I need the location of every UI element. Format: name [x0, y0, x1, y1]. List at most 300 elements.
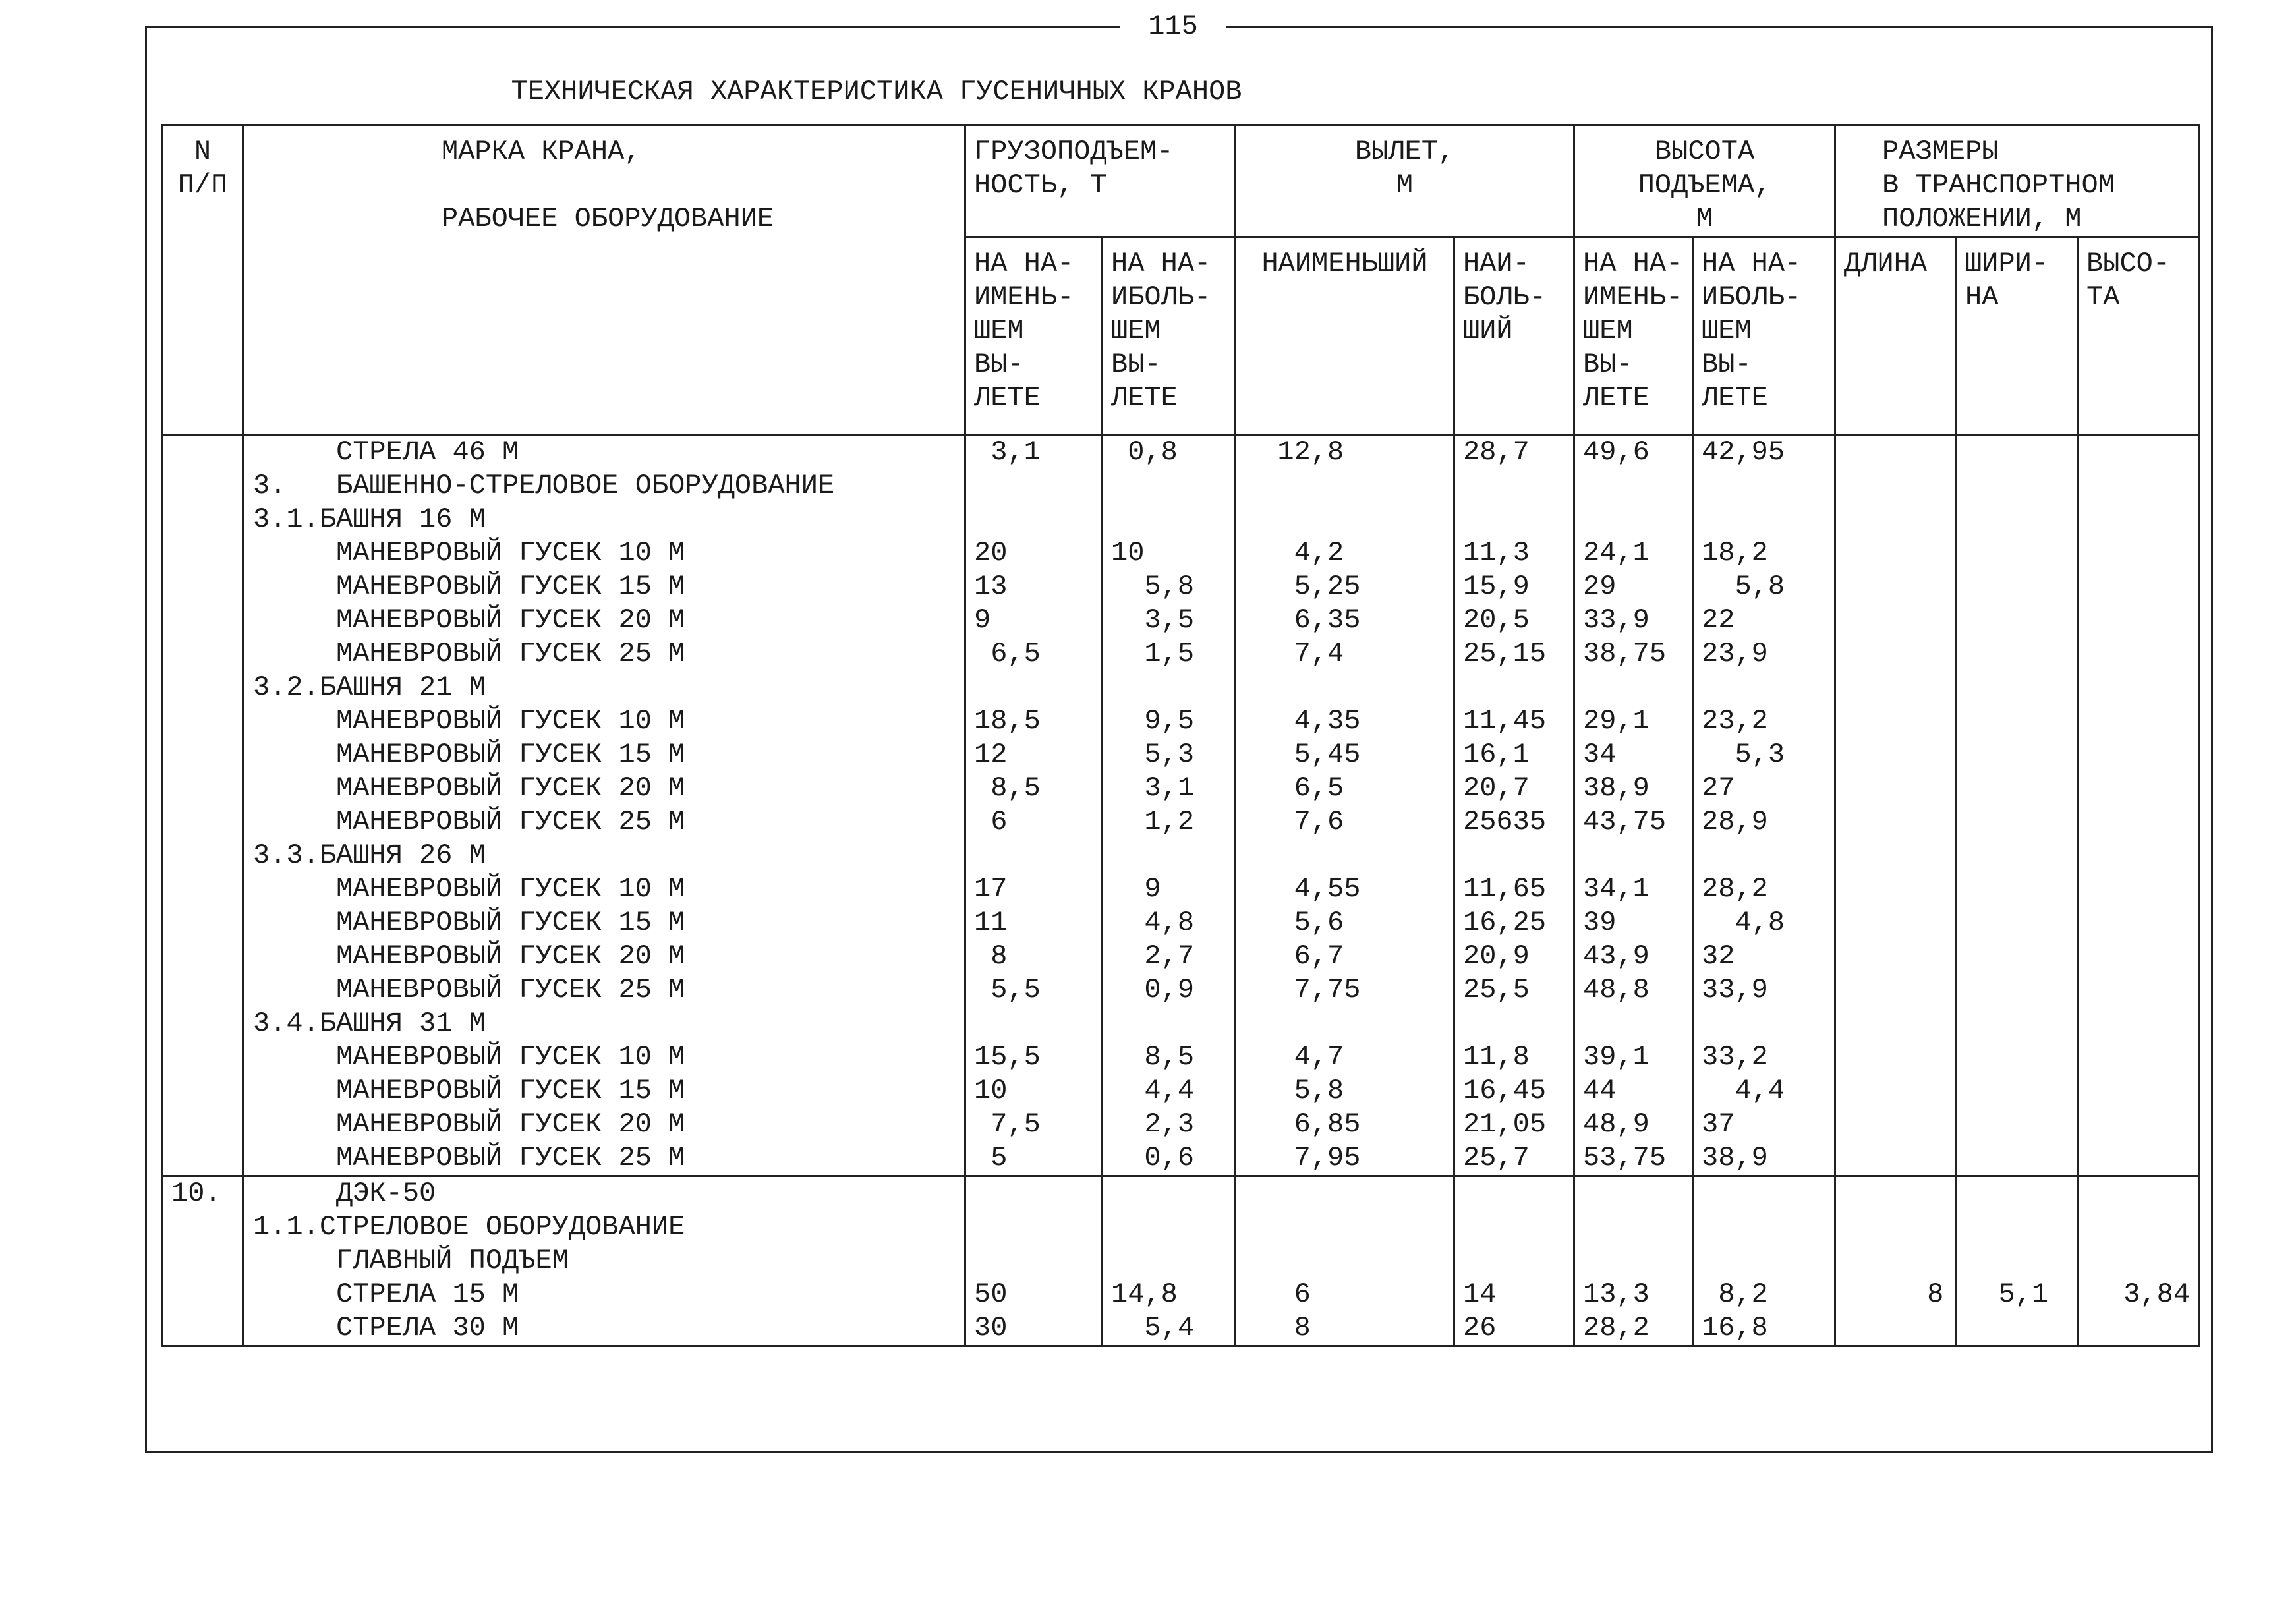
- col-cap-max: [1103, 1176, 1236, 1346]
- cell-value: 20,5: [1463, 604, 1530, 636]
- cell-value: 4,7: [1244, 1041, 1344, 1073]
- cell-value: [2086, 1311, 2190, 1345]
- cell-value: [2086, 637, 2190, 671]
- cell-value: [2086, 772, 2190, 805]
- item-label: МАНЕВРОВЫЙ ГУСЕК 15 М: [253, 907, 685, 938]
- cell-value: [1111, 839, 1226, 873]
- header-line: ШИРИ-: [1965, 248, 2049, 279]
- cell-value: [1965, 1007, 2069, 1041]
- cell-value: 39: [1583, 907, 1617, 938]
- cell-value: 38,9: [1702, 1142, 1768, 1174]
- item-label: МАНЕВРОВЫЙ ГУСЕК 10 М: [253, 537, 685, 569]
- cell-value: 23,9: [1702, 638, 1768, 670]
- cell-value: [2086, 973, 2190, 1007]
- cell-value: 34: [1583, 739, 1617, 770]
- section-1-row: [163, 435, 2199, 1176]
- cell-value: [1965, 436, 2069, 469]
- cell-value: 5,6: [1244, 907, 1344, 938]
- cell-value: [2086, 1074, 2190, 1108]
- header-line: ЛЕТЕ: [1111, 382, 1178, 414]
- col-item: [243, 1176, 965, 1346]
- col-reach-min: [1236, 1176, 1454, 1346]
- header-line: РАЗМЕРЫ: [1882, 136, 1999, 167]
- item-label: СТРЕЛА 30 М: [253, 1312, 519, 1344]
- cell-value: [1463, 503, 1565, 536]
- cell-value: [2086, 1108, 2190, 1141]
- header-cap-max: [1103, 237, 1236, 435]
- cell-value: 44: [1583, 1075, 1617, 1106]
- cell-value: 0,8: [1111, 436, 1178, 468]
- cell-value: [1844, 704, 1947, 738]
- cell-value: [1844, 906, 1947, 940]
- cell-value: [1844, 1041, 1947, 1074]
- cell-value: [1583, 839, 1684, 873]
- cell-value: [1702, 671, 1826, 704]
- cell-value: [2086, 906, 2190, 940]
- cell-value: [1965, 1074, 2069, 1108]
- cell-value: [1844, 1007, 1947, 1041]
- header-line: ИМЕНЬ-: [974, 281, 1074, 313]
- cell-value: [1844, 436, 1947, 469]
- cell-value: [1111, 671, 1226, 704]
- cell-value: 5,45: [1244, 739, 1361, 770]
- cell-value: [974, 469, 1093, 503]
- header-width: [1957, 237, 2078, 435]
- cell-value: [1844, 637, 1947, 671]
- cell-value: 34,1: [1583, 873, 1650, 905]
- header-line: НА НА-: [1583, 248, 1683, 279]
- cell-value: 16,1: [1463, 739, 1530, 770]
- cell-value: 1,2: [1111, 806, 1195, 838]
- cell-value: [1965, 1108, 2069, 1141]
- cell-value: 3,5: [1111, 604, 1195, 636]
- cell-value: 39,1: [1583, 1041, 1650, 1073]
- header-line: [442, 169, 956, 202]
- item-label: МАНЕВРОВЫЙ ГУСЕК 25 М: [253, 638, 685, 670]
- cell-value: [2086, 738, 2190, 772]
- cell-value: 7,4: [1244, 638, 1344, 670]
- cell-value: [974, 1177, 1093, 1211]
- cell-value: [1965, 940, 2069, 973]
- header-line: М: [1396, 169, 1414, 201]
- cell-value: [1965, 1211, 2069, 1244]
- cell-value: 4,4: [1702, 1075, 1785, 1106]
- cell-value: [974, 671, 1093, 704]
- cell-value: 7,6: [1244, 806, 1344, 838]
- cell-value: [1111, 1177, 1226, 1211]
- cell-value: 48,8: [1583, 974, 1650, 1006]
- cell-value: [1844, 839, 1947, 873]
- cell-value: [1965, 637, 2069, 671]
- cell-value: [2086, 671, 2190, 704]
- cell-value: 0,6: [1111, 1142, 1195, 1174]
- cell-value: [974, 503, 1093, 536]
- cell-value: [1702, 503, 1826, 536]
- header-line: ГРУЗОПОДЪЕМ-: [974, 136, 1174, 167]
- cell-value: [1244, 671, 1445, 704]
- cell-value: [1965, 503, 2069, 536]
- cell-value: [1844, 940, 1947, 973]
- cell-value: 11,3: [1463, 537, 1530, 569]
- cell-value: 25,7: [1463, 1142, 1530, 1174]
- cell-value: [1583, 1211, 1684, 1244]
- cell-value: 49,6: [1583, 436, 1650, 468]
- header-line: ЛЕТЕ: [974, 382, 1041, 414]
- cell-value: [1702, 1007, 1826, 1041]
- cell-value: 25,5: [1463, 974, 1530, 1006]
- cell-value: [2086, 536, 2190, 570]
- cell-value: [2086, 704, 2190, 738]
- cell-value: [1844, 1177, 1947, 1211]
- col-cap-min: [965, 435, 1103, 1176]
- cell-value: [2086, 1177, 2190, 1211]
- header-h-max: [1693, 237, 1835, 435]
- cell-value: [1463, 1211, 1565, 1244]
- cell-value: 4,55: [1244, 873, 1361, 905]
- cell-value: 8,5: [974, 772, 1041, 804]
- cell-value: [1583, 1244, 1684, 1278]
- cell-value: 21,05: [1463, 1108, 1547, 1140]
- header-line: ВЫЛЕТ,: [1354, 136, 1455, 167]
- cell-value: 33,9: [1702, 974, 1768, 1006]
- cell-value: 28,2: [1583, 1312, 1650, 1344]
- col-reach-max: [1454, 1176, 1574, 1346]
- cell-value: [2086, 839, 2190, 873]
- cell-value: [2086, 940, 2190, 973]
- cell-value: [1965, 973, 2069, 1007]
- item-label: СТРЕЛА 46 М: [253, 436, 519, 468]
- header-capacity: [965, 125, 1236, 237]
- header-dims: [1835, 125, 2199, 237]
- header-line: ВЫ-: [974, 349, 1024, 380]
- cell-value: 20,9: [1463, 940, 1530, 972]
- section-2-row: [163, 1176, 2199, 1346]
- header-line: ТА: [2086, 281, 2120, 313]
- cell-value: 11,45: [1463, 705, 1547, 737]
- cell-value: 14,8: [1111, 1278, 1178, 1310]
- col-h-min: [1574, 435, 1693, 1176]
- cell-value: 28,9: [1702, 806, 1768, 838]
- cell-value: 5,5: [974, 974, 1041, 1006]
- col-width: [1957, 435, 2078, 1176]
- header-row-1: [163, 125, 2199, 237]
- header-line: ВЫ-: [1583, 349, 1633, 380]
- cell-value: 9: [974, 604, 991, 636]
- cell-value: 7,95: [1244, 1142, 1361, 1174]
- cell-value: [2086, 503, 2190, 536]
- header-line: ШИЙ: [1463, 315, 1513, 347]
- cell-value: [1965, 1177, 2069, 1211]
- cell-value: [1244, 1211, 1445, 1244]
- cell-value: [1965, 1141, 2069, 1175]
- cell-value: 10: [974, 1075, 1008, 1106]
- cell-value: 6: [1244, 1278, 1311, 1310]
- cell-value: 10: [1111, 537, 1145, 569]
- col-length: [1835, 435, 1957, 1176]
- cell-value: [1111, 469, 1226, 503]
- cell-value: 16,8: [1702, 1312, 1768, 1344]
- cell-value: 5: [974, 1142, 1008, 1174]
- cell-value: 48,9: [1583, 1108, 1650, 1140]
- header-line: МАРКА КРАНА,: [442, 136, 641, 167]
- cell-value: [1965, 805, 2069, 839]
- header-line: ЛЕТЕ: [1702, 382, 1768, 414]
- cell-value: [2086, 1141, 2190, 1175]
- cell-value: [974, 839, 1093, 873]
- item-label: ГЛАВНЫЙ ПОДЪЕМ: [253, 1245, 569, 1276]
- cell-value: [1844, 604, 1947, 637]
- header-line: ШЕМ: [974, 315, 1024, 347]
- cell-value: 5,1: [1965, 1278, 2049, 1310]
- header-reach-min: [1236, 237, 1454, 435]
- cell-value: [1965, 704, 2069, 738]
- cell-value: 28,2: [1702, 873, 1768, 905]
- col-reach-min: [1236, 435, 1454, 1176]
- cell-value: 16,45: [1463, 1075, 1547, 1106]
- cell-value: 11,65: [1463, 873, 1547, 905]
- cell-value: [1844, 1108, 1947, 1141]
- col-h-max: [1693, 435, 1835, 1176]
- cell-value: 43,9: [1583, 940, 1650, 972]
- cell-value: [1965, 469, 2069, 503]
- cell-value: [1844, 1311, 1947, 1345]
- cell-value: 27: [1702, 772, 1735, 804]
- cell-value: [1111, 1211, 1226, 1244]
- cell-value: 17: [974, 873, 1008, 905]
- cell-value: 33,2: [1702, 1041, 1768, 1073]
- cell-value: [1244, 503, 1445, 536]
- cell-value: 12,8: [1244, 436, 1344, 468]
- cell-value: 11,8: [1463, 1041, 1530, 1073]
- cell-value: [974, 1007, 1093, 1041]
- cell-value: [1463, 671, 1565, 704]
- section-number: [163, 435, 243, 1176]
- cell-value: [1844, 671, 1947, 704]
- col-tall: [2078, 1176, 2199, 1346]
- header-length: [1835, 237, 1957, 435]
- header-num: [163, 125, 243, 435]
- item-label: МАНЕВРОВЫЙ ГУСЕК 15 М: [253, 1075, 685, 1106]
- header-line: НОСТЬ, Т: [974, 169, 1107, 201]
- header-line: НА НА-: [1702, 248, 1802, 279]
- cell-value: 6,7: [1244, 940, 1344, 972]
- cell-value: [2086, 436, 2190, 469]
- cell-value: [1844, 503, 1947, 536]
- cell-value: [1965, 1311, 2069, 1345]
- cell-value: 33,9: [1583, 604, 1650, 636]
- cell-value: 15,5: [974, 1041, 1041, 1073]
- item-label: МАНЕВРОВЫЙ ГУСЕК 25 М: [253, 1142, 685, 1174]
- cell-value: 20,7: [1463, 772, 1530, 804]
- item-label: МАНЕВРОВЫЙ ГУСЕК 15 М: [253, 739, 685, 770]
- page-number: 115: [1120, 9, 1226, 43]
- cell-value: [1844, 805, 1947, 839]
- cell-value: 9: [1111, 873, 1161, 905]
- header-line: ИБОЛЬ-: [1111, 281, 1211, 313]
- cell-value: [1844, 570, 1947, 604]
- cell-value: 13: [974, 571, 1008, 602]
- col-length: [1835, 1176, 1957, 1346]
- header-line: ШЕМ: [1111, 315, 1161, 347]
- cell-value: 7,75: [1244, 974, 1361, 1006]
- cell-value: [1111, 503, 1226, 536]
- cell-value: [1463, 839, 1565, 873]
- header-line: НА НА-: [974, 248, 1074, 279]
- cell-value: 5,3: [1111, 739, 1195, 770]
- header-brand: [243, 125, 965, 435]
- cell-value: 28,7: [1463, 436, 1530, 468]
- cell-value: [1844, 738, 1947, 772]
- cell-value: 26: [1463, 1312, 1497, 1344]
- header-line: М: [1696, 203, 1713, 235]
- cell-value: [1244, 1177, 1445, 1211]
- cell-value: [1583, 1177, 1684, 1211]
- item-label: ДЭК-50: [253, 1178, 436, 1209]
- cell-value: 38,75: [1583, 638, 1667, 670]
- cell-value: 8,5: [1111, 1041, 1195, 1073]
- item-label: МАНЕВРОВЫЙ ГУСЕК 10 М: [253, 1041, 685, 1073]
- header-line: ПОДЪЕМА,: [1638, 169, 1771, 201]
- cell-value: 29,1: [1583, 705, 1650, 737]
- item-label: 3.4.БАШНЯ 31 М: [253, 1008, 486, 1039]
- cell-value: 8: [974, 940, 1008, 972]
- table-title: ТЕХНИЧЕСКАЯ ХАРАКТЕРИСТИКА ГУСЕНИЧНЫХ КРАНОВ: [511, 76, 1242, 107]
- cell-value: [1965, 671, 2069, 704]
- cell-value: [1965, 873, 2069, 906]
- cell-value: 8: [1244, 1312, 1311, 1344]
- item-label: МАНЕВРОВЫЙ ГУСЕК 25 М: [253, 974, 685, 1006]
- header-line: НАИМЕНЬШИЙ: [1261, 248, 1428, 279]
- cell-value: [2086, 1211, 2190, 1244]
- cell-value: [974, 1244, 1093, 1278]
- cell-value: [1244, 839, 1445, 873]
- cell-value: 8,2: [1702, 1278, 1768, 1310]
- header-line: ВЫ-: [1111, 349, 1161, 380]
- cell-value: 4,2: [1244, 537, 1344, 569]
- cell-value: [1844, 469, 1947, 503]
- header-line: ШЕМ: [1702, 315, 1752, 347]
- cell-value: 4,4: [1111, 1075, 1195, 1106]
- cell-value: [1244, 1007, 1445, 1041]
- section-number: 10.: [163, 1176, 243, 1346]
- cell-value: [2086, 873, 2190, 906]
- cell-value: 18,5: [974, 705, 1041, 737]
- header-line: РАБОЧЕЕ ОБОРУДОВАНИЕ: [442, 203, 774, 235]
- cell-value: 6,5: [974, 638, 1041, 670]
- cell-value: [1965, 839, 2069, 873]
- cell-value: 13,3: [1583, 1278, 1650, 1310]
- cell-value: [1965, 772, 2069, 805]
- cell-value: [2086, 570, 2190, 604]
- cell-value: [1844, 1211, 1947, 1244]
- cell-value: 6: [974, 806, 1008, 838]
- cell-value: [1965, 906, 2069, 940]
- cell-value: [1965, 1041, 2069, 1074]
- header-line: ИБОЛЬ-: [1702, 281, 1802, 313]
- cell-value: 4,35: [1244, 705, 1361, 737]
- cell-value: [1244, 469, 1445, 503]
- header-line: ВЫСО-: [2086, 248, 2170, 279]
- header-line: НА: [1965, 281, 1999, 313]
- cell-value: [1583, 671, 1684, 704]
- cell-value: [1965, 570, 2069, 604]
- item-label: 3.1.БАШНЯ 16 М: [253, 503, 486, 535]
- cell-value: [1702, 1177, 1826, 1211]
- cell-value: [2086, 805, 2190, 839]
- cell-value: 15,9: [1463, 571, 1530, 602]
- cell-value: 53,75: [1583, 1142, 1667, 1174]
- col-reach-max: [1454, 435, 1574, 1176]
- cell-value: 37: [1702, 1108, 1735, 1140]
- cell-value: [1965, 738, 2069, 772]
- cell-value: [1844, 973, 1947, 1007]
- cell-value: [1702, 469, 1826, 503]
- cell-value: 29: [1583, 571, 1617, 602]
- col-cap-max: [1103, 435, 1236, 1176]
- cell-value: [1844, 873, 1947, 906]
- col-h-min: [1574, 1176, 1693, 1346]
- header-h-min: [1574, 237, 1693, 435]
- header-reach: [1236, 125, 1574, 237]
- cell-value: [1965, 536, 2069, 570]
- cell-value: [2086, 469, 2190, 503]
- cell-value: 7,5: [974, 1108, 1041, 1140]
- col-cap-min: [965, 1176, 1103, 1346]
- col-h-max: [1693, 1176, 1835, 1346]
- cell-value: 23,2: [1702, 705, 1768, 737]
- cell-value: 25,15: [1463, 638, 1547, 670]
- cell-value: 5,25: [1244, 571, 1361, 602]
- cell-value: [1463, 1244, 1565, 1278]
- header-line: БОЛЬ-: [1463, 281, 1547, 313]
- cell-value: 5,8: [1244, 1075, 1344, 1106]
- cell-value: [2086, 1244, 2190, 1278]
- cell-value: 5,3: [1702, 739, 1785, 770]
- cell-value: [1702, 839, 1826, 873]
- cell-value: 30: [974, 1312, 1008, 1344]
- item-label: 3.3.БАШНЯ 26 М: [253, 840, 486, 871]
- cell-value: [1844, 1074, 1947, 1108]
- cell-value: 1,5: [1111, 638, 1195, 670]
- col-tall: [2078, 435, 2199, 1176]
- cell-value: 5,8: [1111, 571, 1195, 602]
- item-label: МАНЕВРОВЫЙ ГУСЕК 20 М: [253, 772, 685, 804]
- cell-value: [1583, 469, 1684, 503]
- header-cap-min: [965, 237, 1103, 435]
- cell-value: 32: [1702, 940, 1735, 972]
- cell-value: 6,5: [1244, 772, 1344, 804]
- cell-value: 12: [974, 739, 1008, 770]
- cell-value: 3,1: [974, 436, 1041, 468]
- cell-value: [1244, 1244, 1445, 1278]
- header-line: ИМЕНЬ-: [1583, 281, 1683, 313]
- item-label: МАНЕВРОВЫЙ ГУСЕК 20 М: [253, 604, 685, 636]
- cell-value: 3,84: [2123, 1278, 2191, 1310]
- cell-value: 6,85: [1244, 1108, 1361, 1140]
- cell-value: [1463, 1007, 1565, 1041]
- cell-value: 14: [1463, 1278, 1497, 1310]
- item-label: 1.1.СТРЕЛОВОЕ ОБОРУДОВАНИЕ: [253, 1211, 685, 1243]
- item-label: 3.2.БАШНЯ 21 М: [253, 672, 486, 703]
- cell-value: 22: [1702, 604, 1735, 636]
- cell-value: [2086, 604, 2190, 637]
- item-label: МАНЕВРОВЫЙ ГУСЕК 10 М: [253, 873, 685, 905]
- cell-value: 38,9: [1583, 772, 1650, 804]
- item-label: МАНЕВРОВЫЙ ГУСЕК 20 М: [253, 1108, 685, 1140]
- col-item: [243, 435, 965, 1176]
- cell-value: [1583, 1007, 1684, 1041]
- header-line: ШЕМ: [1583, 315, 1633, 347]
